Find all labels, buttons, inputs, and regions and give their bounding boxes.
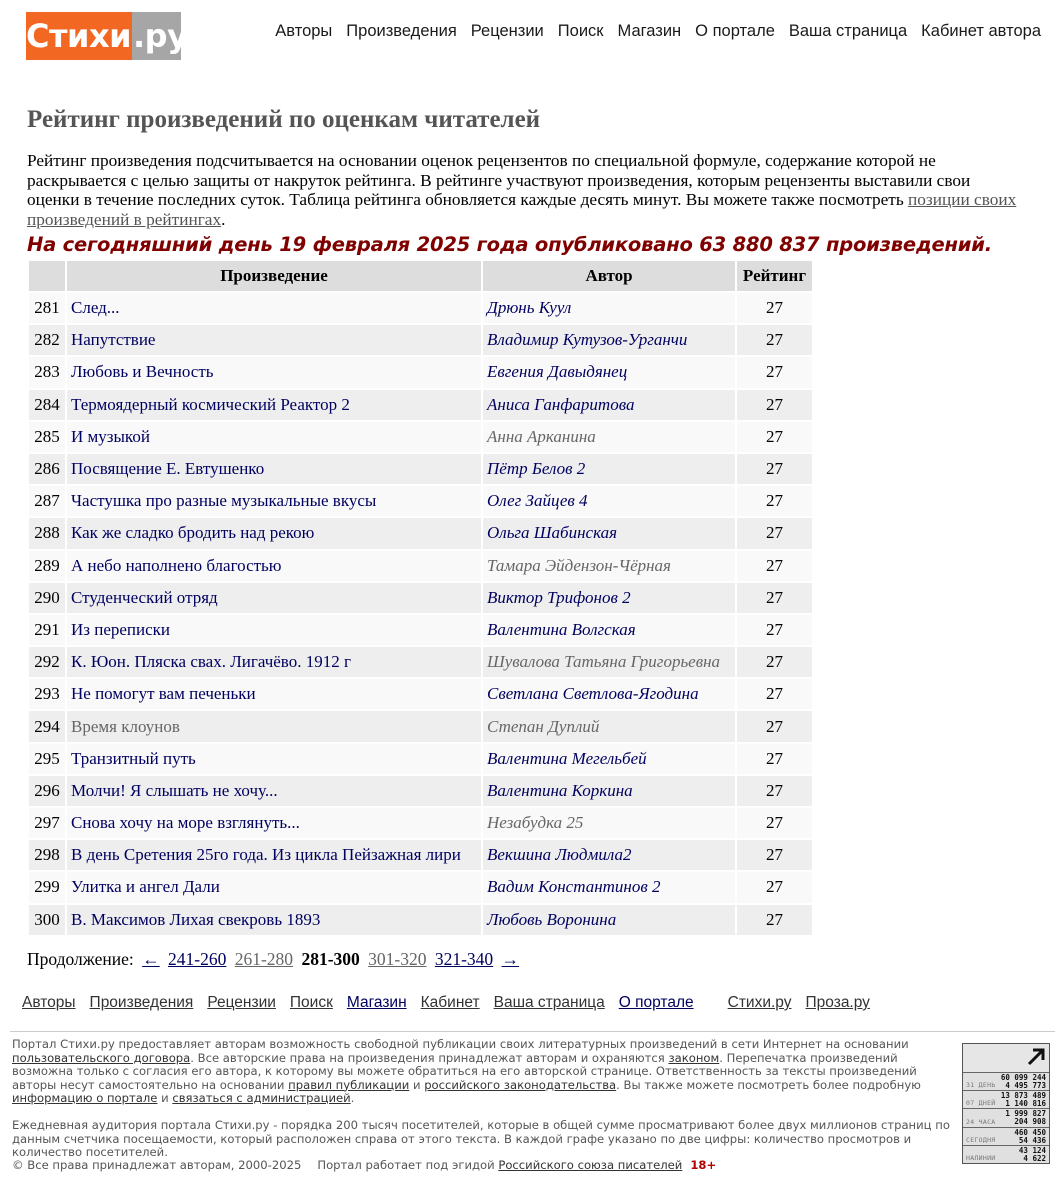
author-link[interactable]: Шувалова Татьяна Григорьевна xyxy=(483,647,735,677)
row-number: 297 xyxy=(29,808,65,838)
author-link[interactable]: Валентина Коркина xyxy=(483,776,735,806)
counter-visitors: 1 140 816 xyxy=(1005,1099,1046,1109)
table-row xyxy=(29,454,812,484)
bottom-nav-about[interactable]: О портале xyxy=(618,994,694,1011)
row-rating: 27 xyxy=(737,454,812,484)
logo-part-ru: .ру xyxy=(132,12,181,60)
table-row xyxy=(29,905,812,935)
row-number: 294 xyxy=(29,711,65,741)
page-title: Рейтинг произведений по оценкам читателей xyxy=(27,106,541,133)
visit-counter[interactable] xyxy=(962,1043,1050,1164)
counter-views: 43 124 xyxy=(1018,1145,1046,1155)
table-row xyxy=(29,518,812,548)
contact-admin-link[interactable]: связаться с администрацией xyxy=(172,1091,351,1105)
row-rating: 27 xyxy=(737,711,812,741)
footer-text: Портал Стихи.ру предоставляет авторам возможность свободной публикации своих литературных произведений в сети Интернет на основании xyxy=(12,1037,909,1051)
author-link[interactable]: Владимир Кутузов-Урганчи xyxy=(483,325,735,355)
counter-visitors: 54 436 xyxy=(1018,1135,1046,1145)
portal-info-link[interactable]: информацию о портале xyxy=(12,1091,158,1105)
work-link[interactable]: Транзитный путь xyxy=(67,744,481,774)
row-rating: 27 xyxy=(737,679,812,709)
counter-label: 31 ДЕНЬ xyxy=(966,1081,996,1090)
row-rating: 27 xyxy=(737,486,812,516)
row-number: 292 xyxy=(29,647,65,677)
author-link[interactable]: Тамара Эйдензон-Чёрная xyxy=(483,551,735,581)
author-link[interactable]: Евгения Давыдянец xyxy=(483,357,735,387)
author-link[interactable]: Пётр Белов 2 xyxy=(483,454,735,484)
row-rating: 27 xyxy=(737,647,812,677)
table-row xyxy=(29,325,812,355)
header-rating: Рейтинг xyxy=(737,261,812,291)
counter-views: 13 873 489 xyxy=(1000,1091,1046,1101)
user-agreement-link[interactable]: пользовательского договора xyxy=(12,1050,191,1065)
work-link[interactable]: Снова хочу на море взглянуть... xyxy=(67,808,481,838)
author-link[interactable]: Виктор Трифонов 2 xyxy=(483,583,735,613)
row-number: 290 xyxy=(29,583,65,613)
row-number: 288 xyxy=(29,518,65,548)
bottom-nav-reviews[interactable]: Рецензии xyxy=(207,994,276,1011)
nav-authors[interactable]: Авторы xyxy=(275,22,333,40)
logo-part-stikhi: Стихи xyxy=(26,12,132,60)
row-number: 287 xyxy=(29,486,65,516)
writers-union-link[interactable]: Российского союза писателей xyxy=(498,1158,683,1172)
prev-page-arrow[interactable]: ← xyxy=(142,949,160,969)
work-link[interactable]: А небо наполнено благостью xyxy=(67,551,481,581)
row-rating: 27 xyxy=(737,390,812,420)
counter-views: 60 099 244 xyxy=(1000,1073,1046,1082)
current-page: 281-300 xyxy=(301,949,360,969)
work-link[interactable]: След... xyxy=(67,293,481,323)
row-number: 289 xyxy=(29,551,65,581)
row-rating: 27 xyxy=(737,840,812,870)
row-rating: 27 xyxy=(737,776,812,806)
work-link[interactable]: Частушка про разные музыкальные вкусы xyxy=(67,486,481,516)
footer-text: . Все авторские права на произведения принадлежат авторам и охраняются xyxy=(190,1050,669,1065)
bottom-nav-authors[interactable]: Авторы xyxy=(22,994,76,1011)
table-header-row xyxy=(29,261,812,291)
footer-text: . xyxy=(350,1091,355,1105)
bottom-navigation xyxy=(22,994,870,1012)
row-number: 298 xyxy=(29,840,65,870)
work-link[interactable]: В. Максимов Лихая свекровь 1893 xyxy=(67,905,481,935)
author-link[interactable]: Степан Дуплий xyxy=(483,711,735,741)
author-link[interactable]: Валентина Мегельбей xyxy=(483,744,735,774)
row-rating: 27 xyxy=(737,551,812,581)
counter-label: НАЛИНИИ xyxy=(966,1153,996,1162)
row-number: 286 xyxy=(29,454,65,484)
counter-views: 1 999 827 xyxy=(1005,1109,1046,1119)
page-link-241-260[interactable]: 241-260 xyxy=(168,949,227,969)
header-author: Автор xyxy=(483,261,735,291)
row-number: 295 xyxy=(29,744,65,774)
counter-header xyxy=(963,1044,1049,1072)
footer-text: и xyxy=(157,1091,173,1105)
bottom-nav-proza[interactable]: Проза.ру xyxy=(805,994,870,1011)
author-link[interactable]: Валентина Волгская xyxy=(483,615,735,645)
author-link[interactable]: Незабудка 25 xyxy=(483,808,735,838)
footer-copyright-line xyxy=(12,1159,952,1173)
work-link[interactable]: Из переписки xyxy=(67,615,481,645)
nav-reviews[interactable]: Рецензии xyxy=(470,22,544,40)
row-number: 296 xyxy=(29,776,65,806)
top-navigation xyxy=(275,22,1041,41)
nav-works[interactable]: Произведения xyxy=(346,22,457,40)
author-link[interactable]: Олег Зайцев 4 xyxy=(483,486,735,516)
counter-label: 24 ЧАСА xyxy=(966,1117,996,1126)
nav-search[interactable]: Поиск xyxy=(557,22,604,40)
publication-rules-link[interactable]: правил публикации xyxy=(288,1077,410,1092)
row-number: 300 xyxy=(29,905,65,935)
table-row xyxy=(29,357,812,387)
author-link[interactable]: Аниса Ганфаритова xyxy=(483,390,735,420)
table-row xyxy=(29,872,812,902)
counter-row xyxy=(963,1145,1049,1163)
row-number: 299 xyxy=(29,872,65,902)
bottom-nav-cabinet[interactable]: Кабинет xyxy=(420,994,480,1011)
bottom-nav-your-page[interactable]: Ваша страница xyxy=(493,994,605,1011)
bottom-nav-works[interactable]: Произведения xyxy=(89,994,194,1011)
nav-author-cabinet[interactable]: Кабинет автора xyxy=(921,22,1041,40)
published-count-banner: На сегодняшний день 19 февраля 2025 года опубликовано 63 880 837 произведений. xyxy=(27,233,992,256)
row-number: 291 xyxy=(29,615,65,645)
work-link[interactable]: Термоядерный космический Реактор 2 xyxy=(67,390,481,420)
intro-text: Рейтинг произведения подсчитывается на основании оценок рецензентов по специальной формуле, содержание которой не раскрывается с целью защиты от накруток рейтинга. В рейтинге участвуют произведения, которым рецензенты выставили свои оценки в течение последних суток. Таблица рейтинга обновляется каждые десять минут. Вы можете также посмотреть xyxy=(27,151,971,210)
intro-paragraph xyxy=(27,151,1027,229)
work-link[interactable]: Не помогут вам печеньки xyxy=(67,679,481,709)
counter-visitors: 4 622 xyxy=(1023,1153,1046,1163)
footer-text: и xyxy=(409,1077,425,1092)
counter-label: 07 ДНЕЙ xyxy=(966,1099,996,1108)
page-link-301-320[interactable]: 301-320 xyxy=(368,949,427,969)
author-link[interactable]: Светлана Светлова-Ягодина xyxy=(483,679,735,709)
counter-views: 460 450 xyxy=(1014,1127,1046,1137)
pagination-label: Продолжение: xyxy=(27,949,134,969)
table-row xyxy=(29,711,812,741)
footer-text: . Вы также можете посмотреть более подробную xyxy=(616,1077,921,1092)
header-number xyxy=(29,261,65,291)
table-row xyxy=(29,808,812,838)
row-rating: 27 xyxy=(737,905,812,935)
footer-legal-text xyxy=(12,1038,952,1106)
work-link[interactable]: Молчи! Я слышать не хочу... xyxy=(67,776,481,806)
counter-visitors: 204 908 xyxy=(1014,1117,1046,1127)
copyright-text: © Все права принадлежат авторам, 2000-2025 xyxy=(12,1158,302,1172)
footer-text: . Перепечатка произведений возможна только с согласия его автора, к которому вы можете обратиться на его авторской странице. Ответственность за тексты произведений авторы несут самостоятельно на основании xyxy=(12,1050,917,1092)
row-rating: 27 xyxy=(737,744,812,774)
table-row xyxy=(29,486,812,516)
rating-table xyxy=(27,259,814,937)
row-number: 285 xyxy=(29,422,65,452)
counter-row xyxy=(963,1108,1049,1126)
page-link-321-340[interactable]: 321-340 xyxy=(434,949,494,969)
row-number: 293 xyxy=(29,679,65,709)
row-number: 281 xyxy=(29,293,65,323)
own-positions-link[interactable]: позиции своих произведений в рейтингах xyxy=(27,190,1017,229)
counter-label: СЕГОДНЯ xyxy=(966,1135,996,1144)
table-row xyxy=(29,551,812,581)
nav-your-page[interactable]: Ваша страница xyxy=(788,22,908,40)
author-link[interactable]: Ольга Шабинская xyxy=(483,518,735,548)
table-row xyxy=(29,293,812,323)
site-logo[interactable] xyxy=(25,12,188,60)
table-row xyxy=(29,647,812,677)
row-rating: 27 xyxy=(737,422,812,452)
row-rating: 27 xyxy=(737,518,812,548)
page-link-261-280[interactable]: 261-280 xyxy=(234,949,294,969)
counter-visitors: 4 495 773 xyxy=(1005,1081,1046,1090)
author-link[interactable]: Анна Арканина xyxy=(483,422,735,452)
work-link[interactable]: Посвящение Е. Евтушенко xyxy=(67,454,481,484)
table-row xyxy=(29,840,812,870)
footer-divider xyxy=(10,1031,1055,1032)
row-rating: 27 xyxy=(737,615,812,645)
table-row xyxy=(29,679,812,709)
row-rating: 27 xyxy=(737,325,812,355)
author-link[interactable]: Вадим Константинов 2 xyxy=(483,872,735,902)
work-link[interactable]: Любовь и Вечность xyxy=(67,357,481,387)
russian-law-link[interactable]: российского законодательства xyxy=(424,1077,617,1092)
counter-row xyxy=(963,1127,1049,1145)
bottom-nav-shop[interactable]: Магазин xyxy=(346,994,407,1011)
work-link[interactable]: Улитка и ангел Дали xyxy=(67,872,481,902)
work-link[interactable]: Студенческий отряд xyxy=(67,583,481,613)
author-link[interactable]: Дрюнь Куул xyxy=(483,293,735,323)
work-link[interactable]: И музыкой xyxy=(67,422,481,452)
bottom-nav-stikhi[interactable]: Стихи.ру xyxy=(727,994,792,1011)
law-link[interactable]: законом xyxy=(668,1050,720,1065)
header-work: Произведение xyxy=(67,261,481,291)
row-number: 283 xyxy=(29,357,65,387)
table-row xyxy=(29,390,812,420)
table-row xyxy=(29,615,812,645)
author-link[interactable]: Векшина Людмила2 xyxy=(483,840,735,870)
work-link[interactable]: В день Сретения 25го года. Из цикла Пейзажная лири xyxy=(67,840,481,870)
nav-about[interactable]: О портале xyxy=(695,22,775,40)
intro-end: . xyxy=(221,209,226,229)
work-link[interactable]: Время клоунов xyxy=(67,711,481,741)
next-page-arrow[interactable]: → xyxy=(501,949,520,969)
work-link[interactable]: Напутствие xyxy=(67,325,481,355)
footer-audience-text: Ежедневная аудитория портала Стихи.ру - порядка 200 тысяч посетителей, которые в общей сумме просматривают более двух миллионов страниц по данным счетчика посещаемости, который расположен справа от этого текста. В каждой графе указано по две цифры: количество просмотров и количество посетителей. xyxy=(12,1118,950,1159)
counter-row xyxy=(963,1090,1049,1108)
aegis-text: Портал работает под эгидой xyxy=(317,1158,499,1172)
counter-row xyxy=(963,1072,1049,1090)
row-rating: 27 xyxy=(737,808,812,838)
age-rating-badge: 18+ xyxy=(690,1158,717,1172)
row-rating: 27 xyxy=(737,872,812,902)
row-number: 284 xyxy=(29,390,65,420)
author-link[interactable]: Любовь Воронина xyxy=(483,905,735,935)
table-row xyxy=(29,744,812,774)
arrow-up-right-icon xyxy=(1026,1047,1046,1067)
row-rating: 27 xyxy=(737,357,812,387)
row-rating: 27 xyxy=(737,583,812,613)
table-row xyxy=(29,776,812,806)
row-rating: 27 xyxy=(737,293,812,323)
pagination xyxy=(27,949,519,970)
table-row xyxy=(29,583,812,613)
work-link[interactable]: К. Юон. Пляска свах. Лигачёво. 1912 г xyxy=(67,647,481,677)
bottom-nav-search[interactable]: Поиск xyxy=(289,994,333,1011)
nav-shop[interactable]: Магазин xyxy=(617,22,682,40)
work-link[interactable]: Как же сладко бродить над рекою xyxy=(67,518,481,548)
table-row xyxy=(29,422,812,452)
row-number: 282 xyxy=(29,325,65,355)
